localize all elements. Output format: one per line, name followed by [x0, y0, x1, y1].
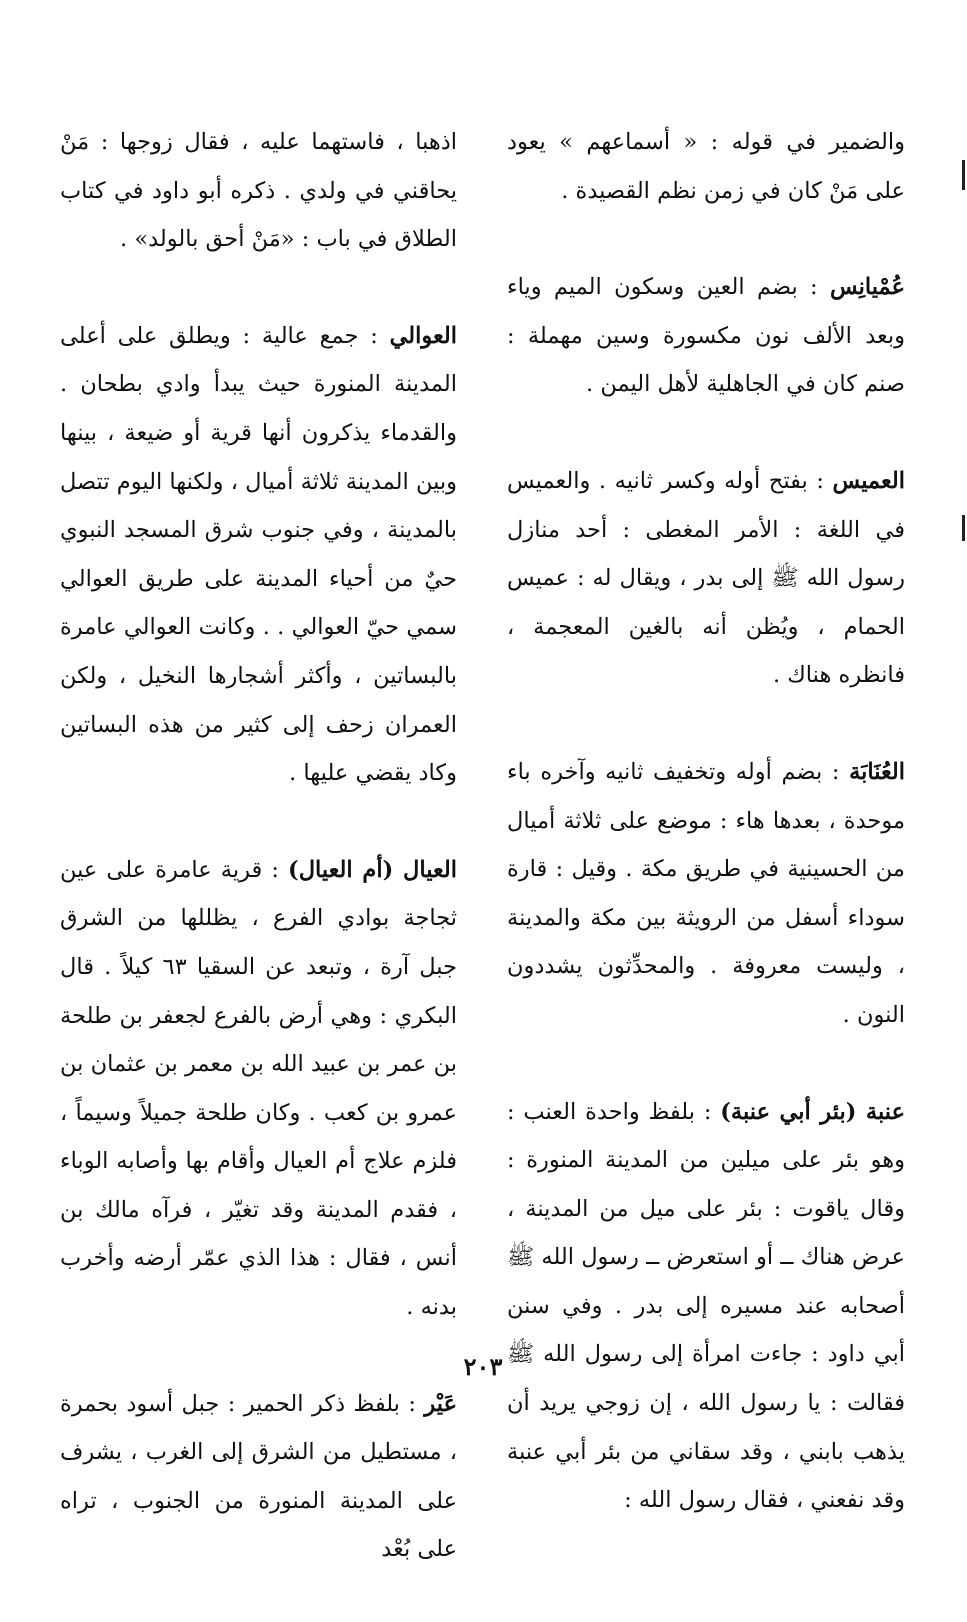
entry-text: : بضم العين وسكون الميم وياء وبعد الألف نون مكسورة وسين مهملة : صنم كان في الجاهلية لأهل اليمن . — [507, 274, 905, 398]
entry-term: عَيْر — [424, 1390, 457, 1417]
left-column — [60, 118, 457, 1622]
entry-term: العيال (أم العيال) — [288, 856, 457, 883]
entry-text: والضمير في قوله : « أسماعهم » يعود على مَنْ كان في زمن نظم القصيدة . — [507, 129, 905, 204]
entry-al-awali — [60, 312, 457, 798]
entry-term: عنبة (بئر أبي عنبة) — [720, 1098, 905, 1125]
entry-term: عُمْيانِس — [829, 274, 905, 301]
entry-text: : بفتح أوله وكسر ثانيه . والعميس في اللغة : الأمر المغطى : أحد منازل رسول الله ﷺ إلى بدر ، ويقال له : عميس الحمام ، ويُظن أنه بالغين المعجمة ، فانظره هناك . — [507, 467, 905, 689]
scan-edge-mark — [962, 160, 965, 190]
entry-text: : بلفظ ذكر الحمير : جبل أسود بحمرة ، مستطيل من الشرق إلى الغرب ، يشرف على المدينة المنورة من الجنوب ، تراه على بُعْد — [60, 1390, 457, 1563]
right-column — [507, 118, 905, 1573]
entry-continuation — [60, 118, 457, 264]
entry-inaba — [507, 1088, 905, 1525]
entry-al-unaba — [507, 748, 905, 1040]
entry-term: العميس — [832, 467, 905, 494]
entry-term: العُنَابَة — [849, 758, 905, 785]
entry-text: اذهبا ، فاستهما عليه ، فقال زوجها : مَنْ يحاقني في ولدي . ذكره أبو داود في كتاب الطلاق في باب : «مَنْ أحق بالولد» . — [60, 129, 457, 253]
entry-text: : بلفظ واحدة العنب : وهو بئر على ميلين من المدينة المنورة : وقال ياقوت : بئر على ميل من المدينة ، عرض هناك ــ أو استعرض ــ رسول الله ﷺ أصحابه عند مسيره إلى بدر . وفي سنن أبي داود : جاءت امرأة إلى رسول الله ﷺ فقالت : يا رسول الله ، إن زوجي يريد أن يذهب بابني ، وقد سقاني من بئر أبي عنبة وقد نفعني ، فقال رسول الله : — [507, 1098, 905, 1514]
entry-continuation — [507, 118, 905, 215]
entry-text: : بضم أوله وتخفيف ثانيه وآخره باء موحدة ، بعدها هاء : موضع على ثلاثة أميال من الحسينية في طريق مكة . وقيل : قارة سوداء أسفل من الرويثة بين مكة والمدينة ، وليست معروفة . والمحدِّثون يشددون النون . — [507, 758, 905, 1028]
entry-ayr — [60, 1380, 457, 1574]
page-number: ٢٠٣ — [463, 1352, 503, 1381]
entry-text: : قرية عامرة على عين ثجاجة بوادي الفرع ، يظللها من الشرق جبل آرة ، وتبعد عن السقيا ٦٣ كيلاً . قال البكري : وهي أرض بالفرع لجعفر بن طلحة بن عمر بن عبيد الله بن معمر بن عثمان بن عمرو بن كعب . وكان طلحة جميلاً وسيماً ، فلزم علاج أم العيال وأقام بها وأصابه الوباء ، فقدم المدينة وقد تغيّر ، فرآه مالك بن أنس ، فقال : هذا الذي عمّر أرضه وأخرب بدنه . — [60, 856, 457, 1321]
entry-umyanis — [507, 263, 905, 409]
scan-edge-mark — [962, 515, 965, 541]
entry-text: : جمع عالية : ويطلق على أعلى المدينة المنورة حيث يبدأ وادي بطحان . والقدماء يذكرون أنها قرية أو ضيعة ، بينها وبين المدينة ثلاثة أميال ، ولكنها اليوم تتصل بالمدينة ، وفي جنوب شرق المسجد النبوي حيٌ من أحياء المدينة على طريق العوالي سمي حيّ العوالي . . وكانت العوالي عامرة بالبساتين ، وأكثر أشجارها النخيل ، ولكن العمران زحف إلى كثير من هذه البساتين وكاد يقضي عليها . — [60, 322, 457, 787]
entry-al-iyal — [60, 846, 457, 1332]
entry-term: العوالي — [389, 322, 457, 349]
entry-al-umays — [507, 457, 905, 700]
